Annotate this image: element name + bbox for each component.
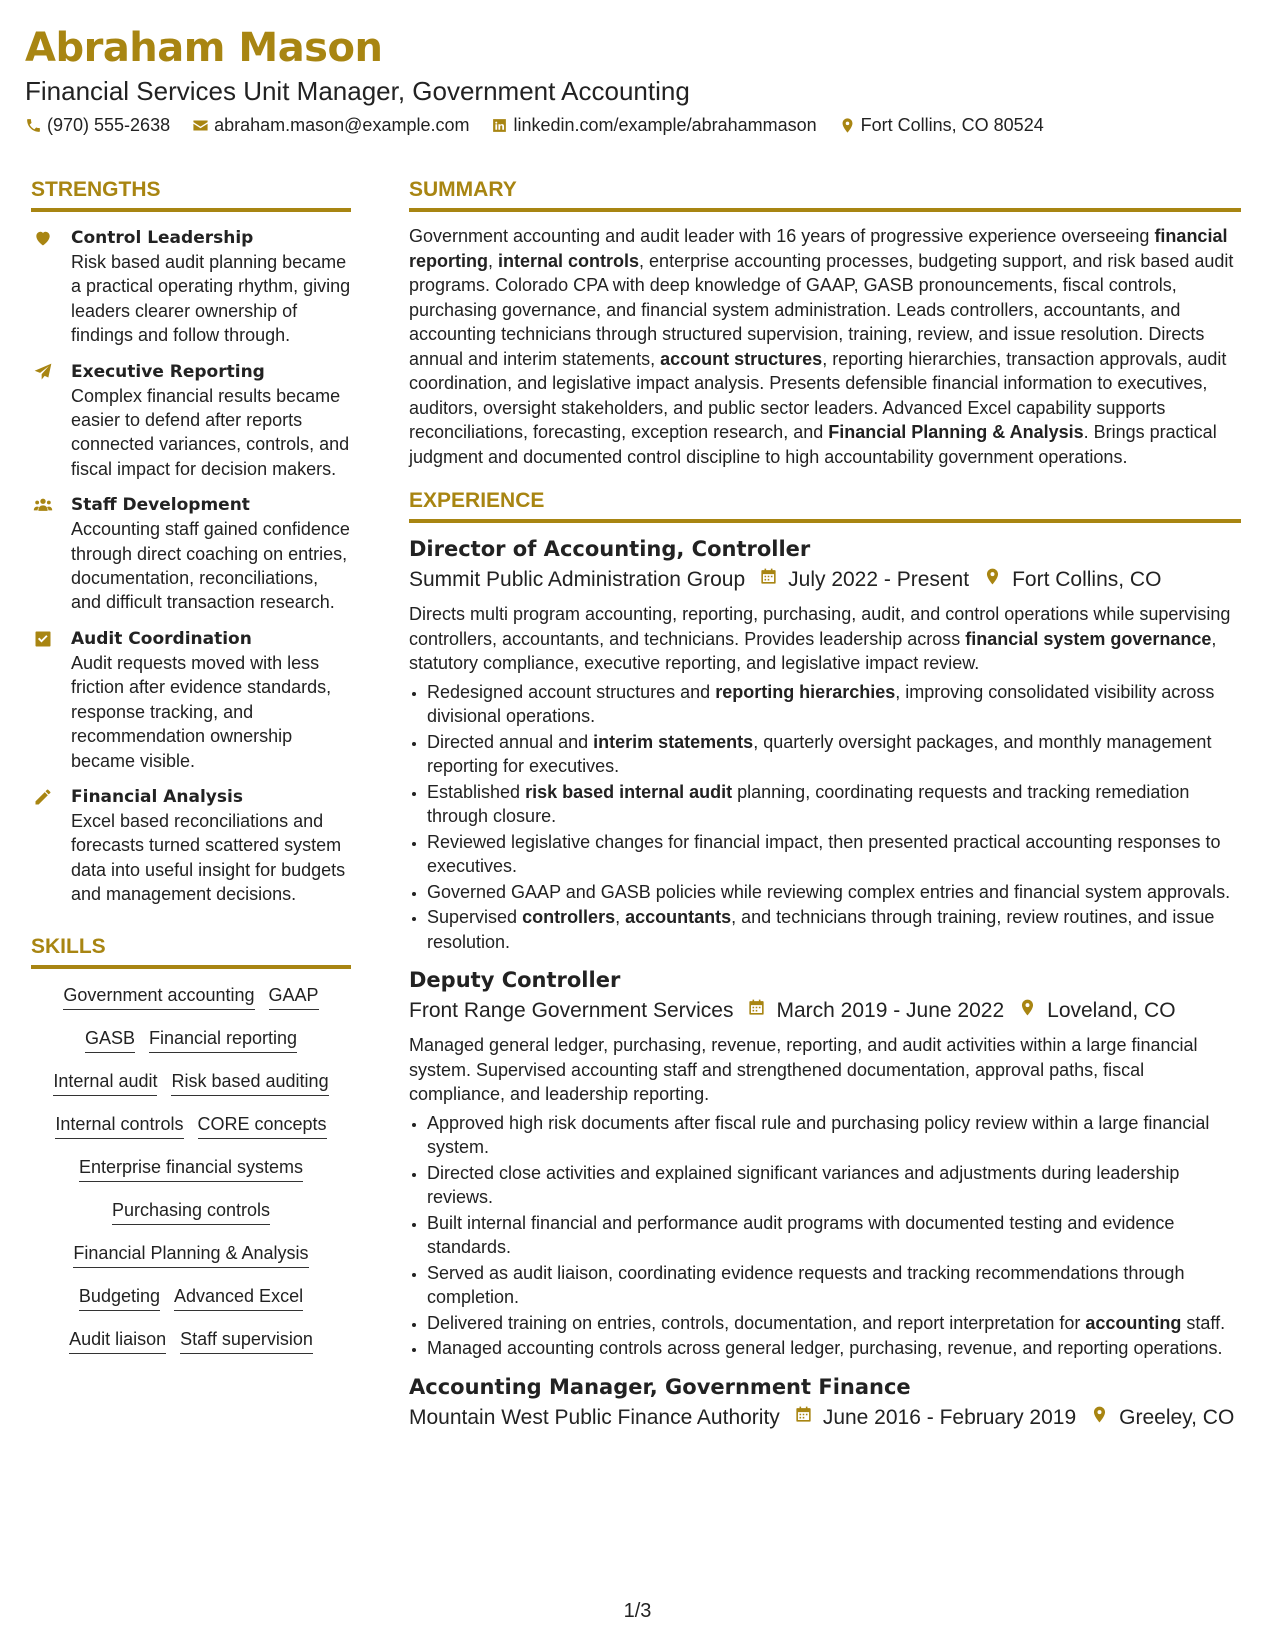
skills-row — [31, 1284, 351, 1327]
bullet-item: • Served as audit liaison, coordinating evidence requests and tracking recommendations through completion. — [427, 1261, 1241, 1310]
bold-text: account structures — [660, 348, 823, 369]
bullet-item: • Directed annual and interim statements, quarterly oversight packages, and monthly management reporting for executives. — [427, 730, 1241, 779]
skill-tag: Financial reporting — [149, 1026, 297, 1053]
strengths-list — [31, 226, 351, 907]
calendar-icon — [794, 1404, 823, 1432]
linkedin-icon — [491, 117, 508, 134]
contact-row — [25, 112, 1066, 138]
job-bullets — [409, 1111, 1241, 1361]
users-icon — [33, 495, 53, 515]
contact-linkedin[interactable] — [491, 115, 816, 136]
bullet-item: • Built internal financial and performance audit programs with documented testing and evidence standards. — [427, 1211, 1241, 1260]
contact-location — [839, 115, 1044, 136]
bullet-item: • Reviewed legislative changes for financial impact, then presented practical accounting responses to executives. — [427, 830, 1241, 879]
location-text: Fort Collins, CO 80524 — [860, 114, 1044, 135]
map-pin-icon — [983, 566, 1012, 594]
phone-text: (970) 555-2638 — [47, 114, 171, 135]
page-number: 1/3 — [623, 1600, 652, 1622]
skill-tag: Staff supervision — [180, 1327, 313, 1354]
job-location: Loveland, CO — [1047, 999, 1176, 1022]
job-entry — [409, 535, 1241, 954]
skill-tag: CORE concepts — [198, 1112, 327, 1139]
calendar-icon — [759, 566, 788, 594]
bullet-item: • Managed accounting controls across general ledger, purchasing, revenue, and reporting operations. — [427, 1336, 1241, 1361]
skill-tag: Internal audit — [53, 1069, 157, 1096]
map-pin-icon — [839, 117, 856, 134]
strength-desc: Risk based audit planning became a practical operating rhythm, giving leaders clearer ownership of findings and follow through. — [71, 252, 351, 346]
bullet-item: • Supervised controllers, accountants, and technicians through training, review routines, and issue resolution. — [427, 905, 1241, 954]
job-title: Deputy Controller — [409, 968, 621, 992]
job-location: Greeley, CO — [1119, 1405, 1235, 1429]
contact-phone[interactable] — [25, 115, 170, 136]
skill-tag: Purchasing controls — [112, 1198, 270, 1225]
bold-text: financial reporting — [409, 226, 1228, 271]
job-dates: March 2019 - June 2022 — [776, 999, 1005, 1022]
strength-item — [31, 360, 351, 482]
bold-text: internal controls — [498, 250, 640, 271]
summary-heading: SUMMARY — [409, 176, 1241, 212]
job-title: Director of Accounting, Controller — [409, 537, 811, 561]
skill-tag: Risk based auditing — [171, 1069, 328, 1096]
skill-tag: Advanced Excel — [174, 1284, 303, 1311]
strength-desc: Excel based reconciliations and forecasts turned scattered system data into useful insight for budgets and management decisions. — [71, 810, 346, 905]
strength-item — [31, 493, 351, 615]
bullet-item: • Redesigned account structures and reporting hierarchies, improving consolidated visibility across divisional operations. — [427, 680, 1241, 729]
job-meta — [409, 997, 1241, 1025]
skill-tag: Enterprise financial systems — [79, 1155, 303, 1182]
skills-row — [31, 1241, 351, 1284]
check-square-icon — [33, 629, 53, 649]
right-column — [409, 176, 1241, 1432]
skills-row — [31, 1112, 351, 1155]
bullet-item: • Governed GAAP and GASB policies while reviewing complex entries and financial system approvals. — [427, 880, 1241, 905]
job-description: Directs multi program accounting, reporting, purchasing, audit, and control operations while supervising controllers, accountants, and technicians. Provides leadership across financial system governance, statutory compliance, executive reporting, and legislative impact review. — [409, 604, 1231, 673]
strength-title: Staff Development — [71, 495, 250, 516]
bold-text: Financial Planning & Analysis — [828, 422, 1084, 442]
job-title: Accounting Manager, Government Finance — [409, 1374, 911, 1399]
bold-text: accounting — [1085, 1312, 1182, 1333]
candidate-headline: Financial Services Unit Manager, Government Accounting — [25, 76, 690, 106]
skill-tag: Government accounting — [63, 983, 254, 1010]
strength-title: Financial Analysis — [71, 786, 243, 807]
calendar-icon — [747, 997, 776, 1025]
strength-item — [31, 627, 351, 773]
strengths-heading: STRENGTHS — [31, 176, 351, 212]
bold-text: interim statements — [593, 731, 754, 752]
strength-title: Control Leadership — [71, 228, 254, 248]
contact-email[interactable] — [192, 115, 469, 136]
bold-text: controllers — [522, 907, 616, 927]
skills-row — [31, 1069, 351, 1112]
job-company: Summit Public Administration Group — [409, 568, 746, 591]
job-dates: June 2016 - February 2019 — [822, 1405, 1077, 1429]
job-description: Managed general ledger, purchasing, revenue, reporting, and audit activities within a large financial system. Supervised accounting staff and strengthened documentation, approval paths, fiscal compliance, and leadership reporting. — [409, 1035, 1198, 1104]
strength-title: Executive Reporting — [71, 361, 265, 382]
experience-heading: EXPERIENCE — [409, 487, 1241, 523]
strength-desc: Audit requests moved with less friction after evidence standards, response tracking, and recommendation ownership became visible. — [71, 652, 332, 771]
skills-heading: SKILLS — [31, 933, 351, 969]
skills-list — [31, 983, 351, 1370]
skills-row — [31, 983, 351, 1026]
map-pin-icon — [1090, 1404, 1119, 1432]
bullet-item: • Established risk based internal audit planning, coordinating requests and tracking remediation through closure. — [427, 780, 1241, 829]
skill-tag: Budgeting — [79, 1284, 160, 1311]
envelope-icon — [192, 117, 209, 134]
linkedin-text: linkedin.com/example/abrahammason — [513, 114, 817, 135]
job-location: Fort Collins, CO — [1012, 568, 1162, 591]
skill-tag: GAAP — [269, 983, 319, 1010]
map-pin-icon — [1018, 997, 1047, 1025]
bold-text: financial system governance — [965, 628, 1212, 649]
skills-row — [31, 1155, 351, 1198]
skill-tag: Internal controls — [55, 1112, 183, 1139]
summary-text: Government accounting and audit leader with 16 years of progressive experience overseeing financial reporting, internal controls, enterprise accounting processes, budgeting support, and risk based audit programs. Colorado CPA with deep knowledge of GAAP, GASB pronouncements, fiscal controls, purchasing governance, and financial system administration. Leads controllers, accountants, and accounting technicians through structured supervision, training, review, and issue resolution. Directs annual and interim statements, account structures, reporting hierarchies, transaction approvals, audit coordination, and legislative impact analysis. Presents defensible financial information to executives, auditors, oversight stakeholders, and public sector leaders. Advanced Excel capability supports reconciliations, forecasting, exception research, and Financial Planning & Analysis. Brings practical judgment and documented control discipline to high accountability government operations. — [409, 226, 1234, 467]
job-dates: July 2022 - Present — [788, 568, 970, 591]
job-meta — [409, 566, 1241, 594]
bullet-item: • Delivered training on entries, controls, documentation, and report interpretation for accounting staff. — [427, 1311, 1241, 1336]
skills-row — [31, 1327, 351, 1370]
bullet-item: • Approved high risk documents after fiscal rule and purchasing policy review within a large financial system. — [427, 1111, 1241, 1160]
paper-plane-icon — [33, 362, 53, 382]
job-meta — [409, 1404, 1241, 1432]
job-entry — [409, 1373, 1241, 1432]
skill-tag: Financial Planning & Analysis — [73, 1241, 308, 1268]
phone-icon — [25, 117, 42, 134]
bullet-item: • Directed close activities and explained significant variances and adjustments during leadership reviews. — [427, 1161, 1241, 1210]
bold-text: accountants — [625, 907, 732, 927]
job-bullets — [409, 680, 1241, 955]
bold-text: reporting hierarchies — [715, 681, 896, 702]
pencil-icon — [33, 787, 53, 807]
candidate-name: Abraham Mason — [25, 25, 383, 71]
skill-tag: GASB — [85, 1026, 135, 1053]
job-company: Mountain West Public Finance Authority — [409, 1405, 780, 1429]
strength-desc: Accounting staff gained confidence through direct coaching on entries, documentation, reconciliations, and difficult transaction research. — [71, 519, 350, 613]
strength-title: Audit Coordination — [71, 628, 252, 649]
skills-row — [31, 1198, 351, 1241]
job-entry — [409, 966, 1241, 1361]
strength-item — [31, 226, 351, 348]
experience-list — [409, 535, 1241, 1432]
email-text: abraham.mason@example.com — [214, 114, 470, 135]
strength-desc: Complex financial results became easier to defend after reports connected variances, controls, and fiscal impact for decision makers. — [71, 385, 350, 479]
job-company: Front Range Government Services — [409, 999, 734, 1022]
heart-icon — [33, 228, 53, 248]
skill-tag: Audit liaison — [69, 1327, 166, 1354]
skills-row — [31, 1026, 351, 1069]
bold-text: risk based internal audit — [525, 781, 733, 802]
strength-item — [31, 785, 351, 907]
left-column — [31, 176, 351, 1370]
